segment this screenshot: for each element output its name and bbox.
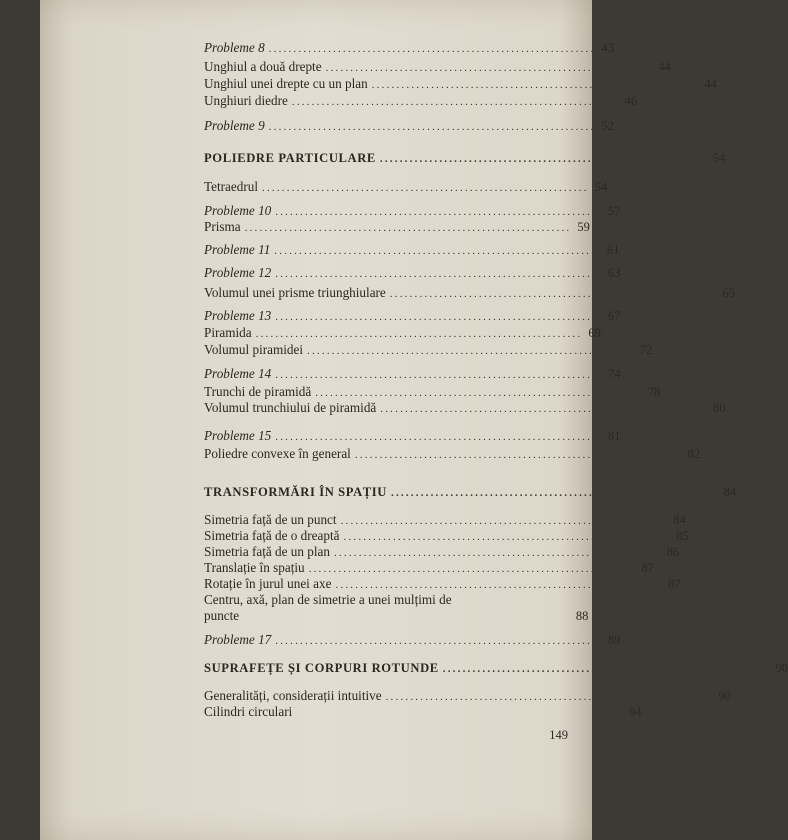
toc-entry bbox=[204, 40, 614, 56]
toc-entry-page: 84 bbox=[673, 513, 686, 527]
toc-entry-page: 54 bbox=[712, 151, 726, 165]
toc-section-heading bbox=[204, 660, 788, 676]
toc-leader-dots: .................................................................. bbox=[380, 403, 707, 415]
toc-entry-page: 90 bbox=[775, 661, 788, 675]
toc-leader-dots: .................................................................. bbox=[325, 62, 653, 74]
toc-entry-page: 65 bbox=[722, 286, 735, 300]
toc-entry-title: Probleme 15 bbox=[204, 428, 272, 443]
toc-entry-title: Probleme 9 bbox=[204, 118, 265, 133]
toc-entry-title: Generalități, considerații intuitive bbox=[204, 688, 382, 703]
toc-entry bbox=[204, 688, 731, 704]
toc-entry-title: TRANSFORMĂRI ÎN SPAȚIU bbox=[204, 485, 387, 499]
toc-entry-title: Volumul trunchiului de piramidă bbox=[204, 400, 377, 415]
toc-entry bbox=[204, 179, 608, 195]
toc-leader-dots: .................................................................. bbox=[274, 245, 601, 257]
toc-entry-page: 72 bbox=[639, 343, 653, 357]
toc-entry-title: Poliedre convexe în general bbox=[204, 446, 351, 461]
toc-leader-dots: .................................................................. bbox=[340, 515, 668, 527]
toc-leader-dots: .................................................................. bbox=[333, 547, 661, 559]
toc-entry-title: Cilindri circulari bbox=[204, 704, 293, 719]
toc-entry bbox=[204, 59, 671, 75]
toc-entry-page: 80 bbox=[712, 401, 726, 415]
toc-entry bbox=[204, 265, 621, 281]
toc-entry-page: 87 bbox=[668, 577, 681, 591]
toc-entry bbox=[204, 632, 621, 648]
toc-leader-dots: .................................................................. bbox=[308, 563, 636, 575]
toc-leader-dots: .................................................................. bbox=[275, 311, 602, 323]
toc-entry bbox=[204, 219, 590, 235]
toc-entry-title: Unghiuri diedre bbox=[204, 93, 288, 108]
toc-entry bbox=[204, 400, 726, 416]
toc-entry-title: Simetria față de un punct bbox=[204, 512, 337, 527]
toc-entry-title: Probleme 11 bbox=[204, 242, 271, 257]
toc-entry-title: Unghiul unei drepte cu un plan bbox=[204, 76, 368, 91]
toc-entry-title: Centru, axă, plan de simetrie a unei mulțimi de bbox=[204, 592, 452, 607]
toc-entry-page: 89 bbox=[607, 633, 621, 647]
toc-entry-title: Probleme 12 bbox=[204, 265, 272, 280]
toc-entry-page: 74 bbox=[607, 367, 621, 381]
toc-entry bbox=[204, 446, 701, 462]
toc-leader-dots: .................................................................. bbox=[385, 691, 713, 703]
toc-entry-title: Probleme 10 bbox=[204, 203, 272, 218]
toc-entry-title: Translație în spațiu bbox=[204, 560, 305, 575]
toc-leader-dots: .................................................................. bbox=[268, 43, 596, 55]
toc-entry-page: 46 bbox=[624, 94, 638, 108]
toc-entry bbox=[204, 560, 654, 576]
toc-leader-dots: .................................................................. bbox=[255, 328, 583, 340]
toc-entry-page: 52 bbox=[601, 119, 614, 133]
toc-entry bbox=[204, 528, 689, 544]
toc-entry-page: 43 bbox=[601, 41, 614, 55]
toc-entry-title: Volumul piramidei bbox=[204, 342, 304, 357]
toc-entry-page: 44 bbox=[704, 77, 717, 91]
toc-entry-page: 57 bbox=[607, 204, 621, 218]
toc-entry-title: Tetraedrul bbox=[204, 179, 258, 194]
toc-entry bbox=[204, 384, 661, 400]
toc-entry-page: 90 bbox=[718, 689, 731, 703]
toc-leader-dots: .................................................................. bbox=[275, 635, 602, 647]
toc-entry bbox=[204, 366, 621, 382]
toc-entry-page: 59 bbox=[577, 220, 590, 234]
toc-entry-title: Probleme 17 bbox=[204, 632, 272, 647]
toc-entry-title: Prisma bbox=[204, 219, 241, 234]
toc-entry bbox=[204, 428, 621, 444]
toc-leader-dots: .................................................................. bbox=[391, 487, 718, 499]
toc-entry bbox=[204, 704, 642, 720]
toc-leader-dots: .................................................................. bbox=[315, 387, 642, 399]
toc-section-heading bbox=[204, 484, 737, 500]
toc-entry bbox=[204, 118, 614, 134]
toc-entry-title: Probleme 8 bbox=[204, 40, 265, 55]
toc-entry bbox=[204, 285, 735, 301]
toc-entry-title: Simetria față de o dreaptă bbox=[204, 528, 340, 543]
toc-entry bbox=[204, 544, 680, 560]
toc-entry bbox=[204, 576, 681, 592]
toc-leader-dots: .................................................................. bbox=[442, 663, 770, 675]
toc-entry-page: 69 bbox=[588, 326, 601, 340]
toc-entry bbox=[204, 608, 589, 624]
toc-entry bbox=[204, 76, 717, 92]
toc-entry-title: Trunchi de piramidă bbox=[204, 384, 312, 399]
toc-leader-dots: .................................................................. bbox=[268, 121, 596, 133]
toc-entry bbox=[204, 203, 621, 219]
toc-entry-page: 82 bbox=[687, 447, 701, 461]
toc-leader-dots: .................................................................. bbox=[275, 369, 602, 381]
toc-entry bbox=[204, 512, 686, 528]
toc-leader-dots: .................................................................. bbox=[354, 449, 682, 461]
toc-entry-title: Unghiul a două drepte bbox=[204, 59, 322, 74]
toc-entry-title: SUPRAFEȚE ȘI CORPURI ROTUNDE bbox=[204, 661, 439, 675]
toc-entry-page: 85 bbox=[676, 529, 689, 543]
toc-entry-page: 78 bbox=[647, 385, 661, 399]
toc-entry bbox=[204, 592, 566, 608]
page-number: 149 bbox=[549, 728, 568, 742]
toc-entry bbox=[204, 342, 653, 358]
toc-entry-page: 63 bbox=[607, 266, 621, 280]
toc-leader-dots: .................................................................. bbox=[389, 288, 717, 300]
toc-leader-dots: .................................................................. bbox=[291, 96, 619, 108]
toc-entry-page: 61 bbox=[607, 243, 620, 257]
toc-leader-dots: .................................................................. bbox=[335, 579, 663, 591]
toc-entry-title: Probleme 13 bbox=[204, 308, 272, 323]
toc-entry-page: 84 bbox=[723, 485, 737, 499]
toc-entry bbox=[204, 325, 601, 341]
toc-entry-page: 94 bbox=[628, 705, 642, 719]
book-page bbox=[40, 0, 788, 840]
toc-entry bbox=[204, 242, 620, 258]
toc-entry-title: Probleme 14 bbox=[204, 366, 272, 381]
toc-entry bbox=[204, 308, 621, 324]
table-of-contents bbox=[40, 0, 788, 840]
toc-entry-page: 54 bbox=[594, 180, 608, 194]
toc-entry-title: Rotație în jurul unei axe bbox=[204, 576, 332, 591]
toc-entry-title: Volumul unei prisme triunghiulare bbox=[204, 285, 386, 300]
toc-section-heading bbox=[204, 150, 726, 166]
toc-leader-dots: .................................................................. bbox=[343, 531, 671, 543]
toc-leader-dots: .................................................................. bbox=[244, 222, 572, 234]
toc-entry bbox=[204, 93, 638, 109]
toc-leader-dots: .................................................................. bbox=[262, 182, 589, 194]
toc-entry-page: 81 bbox=[607, 429, 621, 443]
toc-entry-title: POLIEDRE PARTICULARE bbox=[204, 151, 376, 165]
toc-entry-title: puncte bbox=[204, 608, 240, 623]
toc-entry-title: Piramida bbox=[204, 325, 252, 340]
toc-leader-dots: .................................................................. bbox=[275, 268, 602, 280]
toc-leader-dots: .................................................................. bbox=[379, 153, 707, 165]
toc-leader-dots: .................................................................. bbox=[307, 345, 634, 357]
toc-entry-page: 44 bbox=[658, 60, 671, 74]
toc-entry-page: 67 bbox=[607, 309, 621, 323]
toc-entry-page: 87 bbox=[641, 561, 654, 575]
toc-entry-title: Simetria față de un plan bbox=[204, 544, 330, 559]
toc-entry-page: 86 bbox=[666, 545, 680, 559]
toc-leader-dots: .................................................................. bbox=[275, 431, 602, 443]
toc-leader-dots: .................................................................. bbox=[275, 206, 602, 218]
toc-leader-dots: .................................................................. bbox=[371, 79, 699, 91]
toc-entry-page: 88 bbox=[575, 609, 589, 623]
